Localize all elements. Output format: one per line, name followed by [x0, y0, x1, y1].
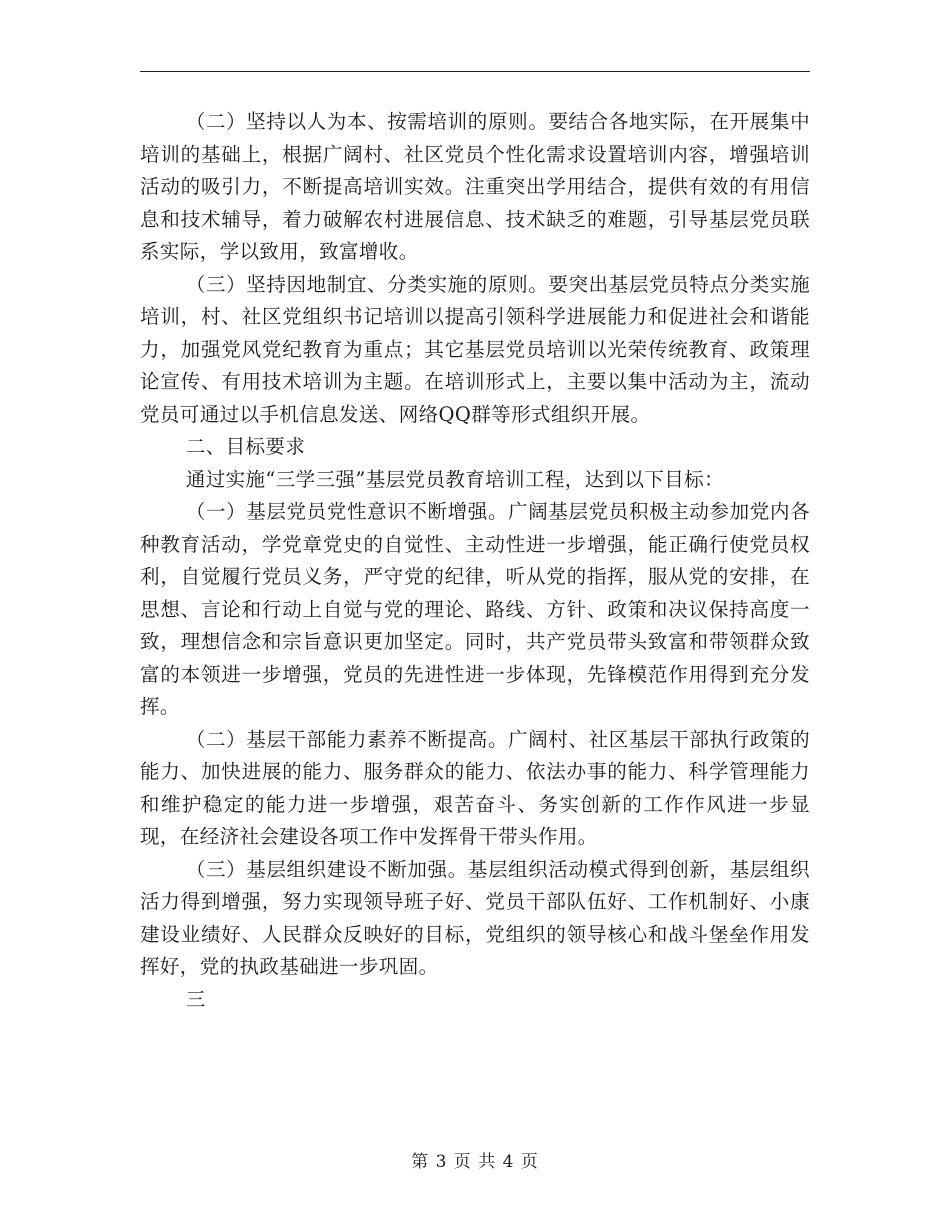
page-footer: 第 3 页 共 4 页 [411, 1152, 539, 1172]
paragraph-principle-three: （三）坚持因地制宜、分类实施的原则。要突出基层党员特点分类实施培训，村、社区党组织书记培训以提高引领科学进展能力和促进社会和谐能力，加强党风党纪教育为重点；其它基层党员培训以光荣传统教育、政策理论宣传、有用技术培训为主题。在培训形式上，主要以集中活动为主，流动党员可通过以手机信息发送、网络QQ群等形式组织开展。 [140, 272, 810, 426]
paragraph-principle-two: （二）坚持以人为本、按需培训的原则。要结合各地实际，在开展集中培训的基础上，根据广阔村、社区党员个性化需求设置培训内容，增强培训活动的吸引力，不断提高培训实效。注重突出学用结合，提供有效的有用信息和技术辅导，着力破解农村进展信息、技术缺乏的难题，引导基层党员联系实际，学以致用，致富增收。 [140, 110, 810, 263]
paragraph-goal-three: （三）基层组织建设不断加强。基层组织活动模式得到创新，基层组织活力得到增强，努力实现领导班子好、党员干部队伍好、工作机制好、小康建设业绩好、人民群众反映好的目标，党组织的领导核心和战斗堡垒作用发挥好，党的执政基础进一步巩固。 [140, 857, 810, 978]
section-heading-goals: 二、目标要求 [185, 435, 306, 458]
paragraph-goals-intro: 通过实施“三学三强”基层党员教育培训工程，达到以下目标： [185, 467, 724, 491]
paragraph-goal-two: （二）基层干部能力素养不断提高。广阔村、社区基层干部执行政策的能力、加快进展的能力、服务群众的能力、依法办事的能力、科学管理能力和维护稳定的能力进一步增强，艰苦奋斗、务实创新的工作作风进一步显现，在经济社会建设各项工作中发挥骨干带头作用。 [140, 727, 810, 848]
paragraph-goal-one: （一）基层党员党性意识不断增强。广阔基层党员积极主动参加党内各种教育活动，学党章党史的自觉性、主动性进一步增强，能正确行使党员权利，自觉履行党员义务，严守党的纪律，听从党的指挥，服从党的安排，在思想、言论和行动上自觉与党的理论、路线、方针、政策和决议保持高度一致，理想信念和宗旨意识更加坚定。同时，共产党员带头致富和带领群众致富的本领进一步增强，党员的先进性进一步体现，先锋模范作用得到充分发挥。 [140, 500, 810, 718]
section-heading-three: 三 [185, 987, 206, 1011]
body-text [140, 106, 810, 1016]
header-rule [140, 71, 810, 72]
